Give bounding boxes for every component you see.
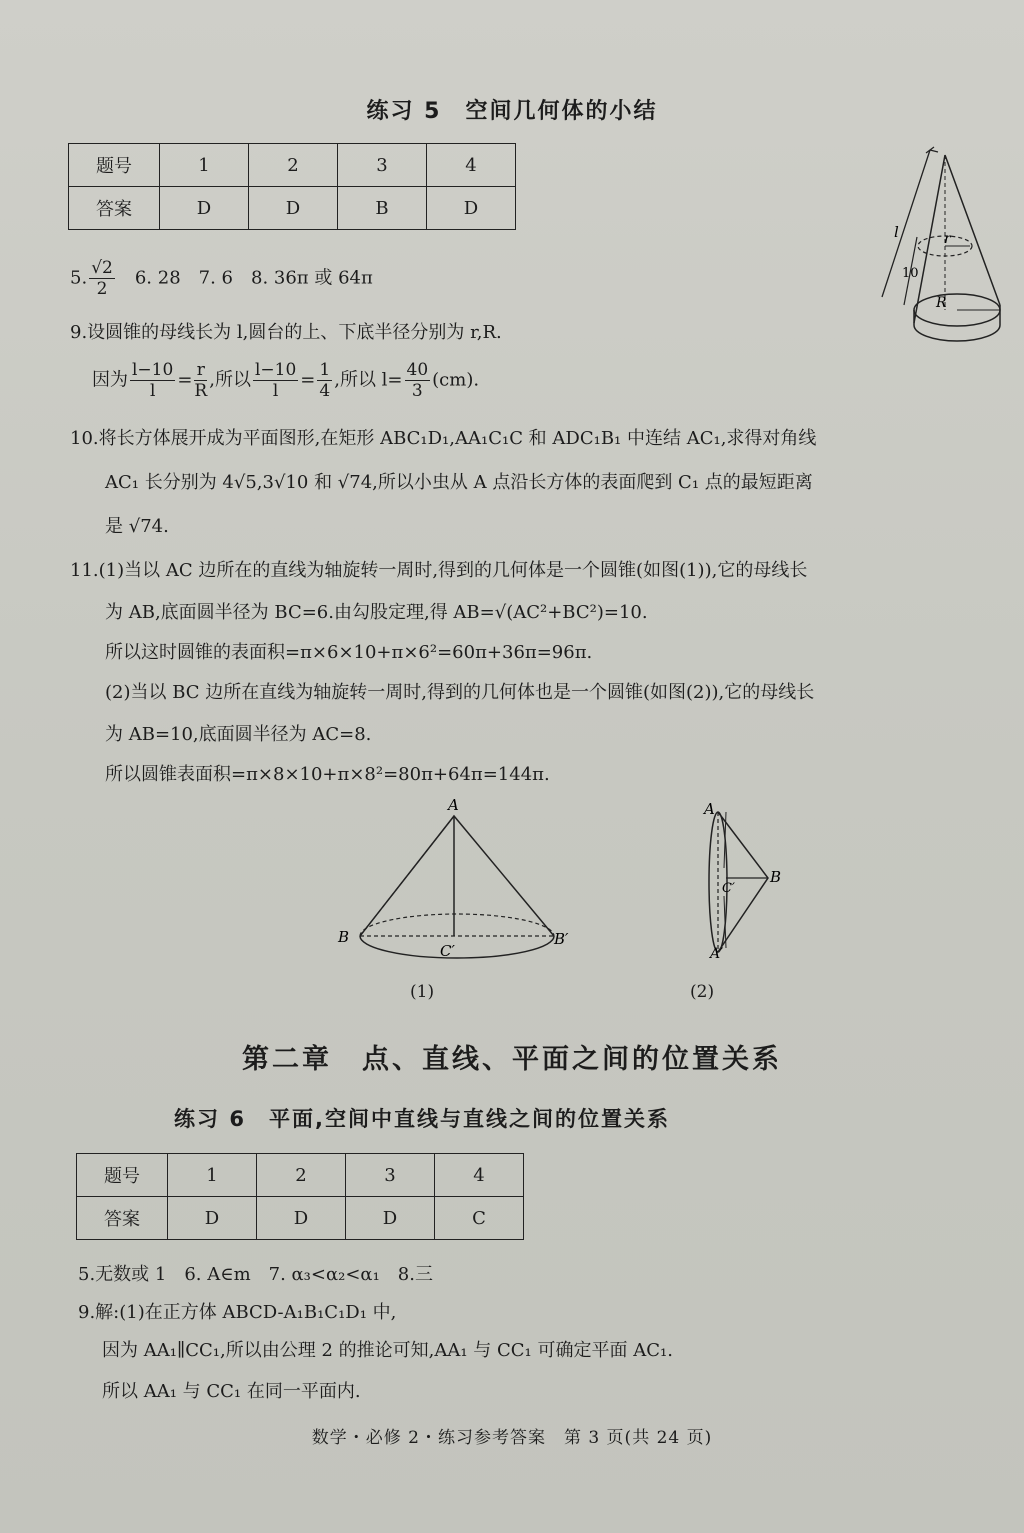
label-C-prime: C′ — [440, 942, 455, 960]
table-row — [77, 1197, 524, 1240]
fraction — [317, 360, 332, 401]
table-row — [69, 187, 516, 230]
table-cell: 1 — [168, 1154, 257, 1197]
table-cell: 1 — [160, 144, 249, 187]
table-answer-label: 答案 — [77, 1197, 168, 1240]
q6-8-answers: 6. 28 7. 6 8. 36π 或 64π — [134, 267, 373, 289]
table-header-label: 题号 — [69, 144, 160, 187]
label-r: r — [944, 231, 951, 247]
label-A-prime: A′ — [710, 946, 724, 962]
fraction — [194, 360, 207, 401]
frac-denominator: 2 — [96, 279, 108, 299]
frac-numerator: l−10 — [132, 360, 174, 380]
q9-line2 — [92, 360, 479, 401]
q9b-line1: 9.解:(1)在正方体 ABCD-A₁B₁C₁D₁ 中, — [78, 1302, 397, 1323]
frac-numerator: √2 — [91, 258, 113, 278]
frac-denominator: l — [272, 381, 279, 401]
label-C-prime: C′ — [722, 881, 735, 896]
text: 因为 — [92, 369, 128, 391]
table-cell: D — [427, 187, 516, 230]
answers-5-8 — [70, 258, 373, 299]
exercise-6-title: 练习 6 平面,空间中直线与直线之间的位置关系 — [174, 1107, 670, 1131]
label-A: A — [448, 798, 459, 814]
q11-line3: 所以这时圆锥的表面积=π×6×10+π×6²=60π+36π=96π. — [105, 642, 593, 663]
table-row — [77, 1154, 524, 1197]
cone-figure-2 — [696, 798, 796, 968]
frac-numerator: r — [194, 360, 207, 381]
table-row — [69, 144, 516, 187]
q10-line2: AC₁ 长分别为 4√5,3√10 和 √74,所以小虫从 A 点沿长方体的表面爬到 C₁ 点的最短距离 — [105, 472, 813, 493]
fraction — [405, 360, 431, 401]
cone-figure-1 — [330, 798, 580, 968]
q5-prefix: 5. — [70, 267, 88, 289]
table-cell: B — [338, 187, 427, 230]
frac-denominator: R — [194, 381, 208, 401]
answers-5-8-ex6: 5.无数或 1 6. A∈m 7. α₃<α₂<α₁ 8.三 — [78, 1264, 433, 1285]
q9b-line3: 所以 AA₁ 与 CC₁ 在同一平面内. — [102, 1381, 361, 1402]
text: = — [177, 369, 193, 391]
table-cell: 4 — [427, 144, 516, 187]
table-cell: D — [249, 187, 338, 230]
table-cell: 3 — [338, 144, 427, 187]
frac-numerator: l−10 — [254, 360, 297, 380]
table-cell: 2 — [249, 144, 338, 187]
figure-2-caption: (2) — [690, 982, 715, 1002]
frac-denominator: l — [149, 381, 156, 401]
q11-line5: 为 AB=10,底面圆半径为 AC=8. — [105, 724, 372, 745]
text: ,所以 — [209, 369, 251, 391]
page-footer: 数学・必修 2・练习参考答案 第 3 页(共 24 页) — [311, 1428, 713, 1448]
q11-line6: 所以圆锥表面积=π×8×10+π×8²=80π+64π=144π. — [105, 764, 550, 785]
frac-denominator: 3 — [411, 381, 423, 401]
table-cell: D — [346, 1197, 435, 1240]
label-10: 10 — [902, 266, 919, 281]
fraction — [253, 360, 298, 401]
answer-table-1 — [68, 143, 516, 230]
table-answer-label: 答案 — [69, 187, 160, 230]
frac-denominator: 4 — [319, 381, 331, 401]
q11-line4: (2)当以 BC 边所在直线为轴旋转一周时,得到的几何体也是一个圆锥(如图(2)),它的母线长 — [105, 682, 815, 703]
table-cell: 3 — [346, 1154, 435, 1197]
table-cell: D — [160, 187, 249, 230]
answer-table-2 — [76, 1153, 524, 1240]
label-B: B — [770, 868, 782, 886]
table-cell: 4 — [435, 1154, 524, 1197]
q10-line3: 是 √74. — [105, 516, 169, 537]
table-cell: 2 — [257, 1154, 346, 1197]
q11-line1: 11.(1)当以 AC 边所在的直线为轴旋转一周时,得到的几何体是一个圆锥(如图(1)),它的母线长 — [70, 560, 808, 581]
table-cell: D — [257, 1197, 346, 1240]
table-cell: C — [435, 1197, 524, 1240]
label-l: l — [894, 223, 899, 241]
table-cell: D — [168, 1197, 257, 1240]
figure-1-caption: (1) — [410, 982, 435, 1002]
q11-line2: 为 AB,底面圆半径为 BC=6.由勾股定理,得 AB=√(AC²+BC²)=10. — [105, 602, 648, 623]
q9b-line2: 因为 AA₁∥CC₁,所以由公理 2 的推论可知,AA₁ 与 CC₁ 可确定平面 AC₁. — [102, 1340, 673, 1361]
label-B: B — [338, 928, 350, 946]
table-header-label: 题号 — [77, 1154, 168, 1197]
frac-numerator: 40 — [406, 360, 429, 380]
frustum-figure — [872, 145, 1022, 355]
text: = — [300, 369, 316, 391]
text: (cm). — [432, 369, 480, 391]
label-R: R — [936, 295, 947, 311]
q10-line1: 10.将长方体展开成为平面图形,在矩形 ABC₁D₁,AA₁C₁C 和 ADC₁B₁ 中连结 AC₁,求得对角线 — [70, 428, 817, 449]
exercise-5-title: 练习 5 空间几何体的小结 — [366, 99, 658, 124]
frac-numerator: 1 — [319, 360, 331, 380]
text: ,所以 l= — [334, 369, 403, 391]
q9-line1: 9.设圆锥的母线长为 l,圆台的上、下底半径分别为 r,R. — [70, 322, 502, 343]
chapter-title: 第二章 点、直线、平面之间的位置关系 — [242, 1044, 782, 1075]
fraction — [130, 360, 175, 401]
label-A: A — [704, 800, 715, 818]
label-B-prime: B′ — [554, 930, 569, 948]
frac-sqrt2-over-2 — [89, 258, 115, 299]
